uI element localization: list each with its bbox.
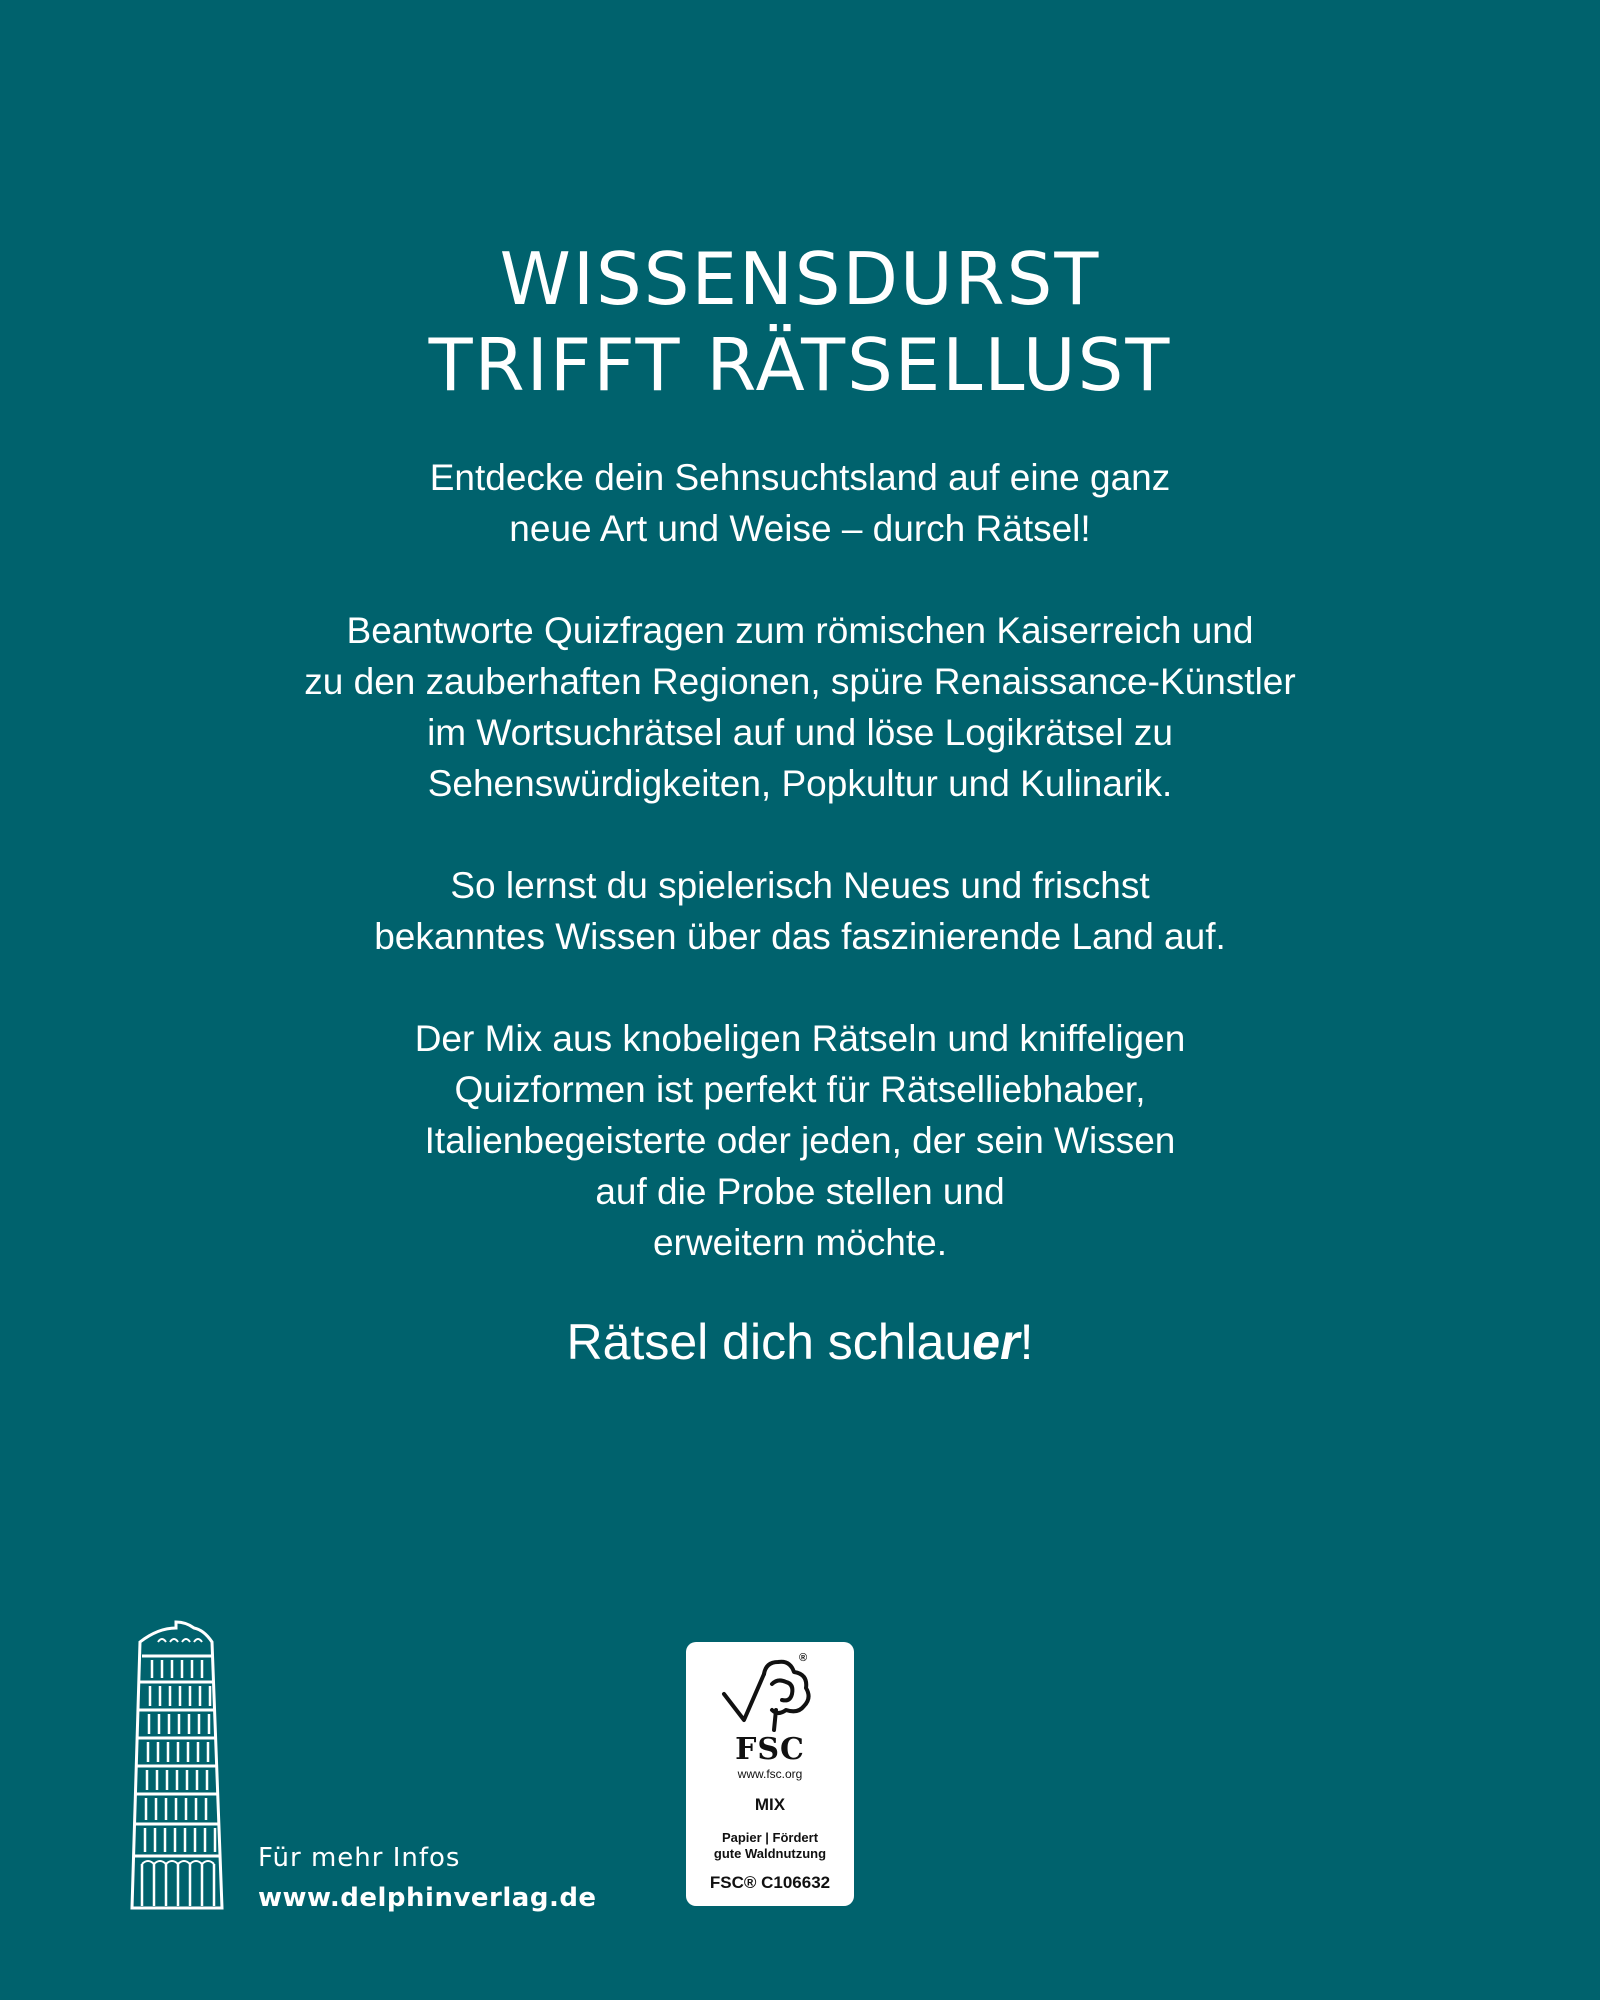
fsc-certification-label bbox=[686, 1642, 854, 1906]
blurb-line: Der Mix aus knobeligen Rätseln und kniffeligen bbox=[414, 1018, 1186, 1059]
back-cover-heading bbox=[0, 236, 1600, 408]
blurb-line: auf die Probe stellen und bbox=[595, 1171, 1005, 1212]
slogan-end: ! bbox=[1019, 1314, 1034, 1370]
slogan-emphasis: er bbox=[972, 1314, 1020, 1370]
blurb-line: bekanntes Wissen über das faszinierende Land auf. bbox=[374, 916, 1226, 957]
fsc-paper-line-1: Papier | Fördert bbox=[721, 1830, 819, 1845]
registered-mark: ® bbox=[799, 1652, 808, 1664]
blurb-text bbox=[0, 452, 1600, 1319]
slogan-main: Rätsel dich schlau bbox=[566, 1314, 973, 1370]
heading-line-1: WISSENSDURST bbox=[499, 237, 1101, 321]
blurb-line: erweitern möchte. bbox=[652, 1222, 948, 1263]
blurb-line: neue Art und Weise – durch Rätsel! bbox=[509, 508, 1091, 549]
fsc-name: FSC bbox=[735, 1732, 805, 1767]
leaning-tower-icon bbox=[118, 1620, 228, 1910]
blurb-line: So lernst du spielerisch Neues und frischst bbox=[450, 865, 1150, 906]
blurb-line: Entdecke dein Sehnsuchtsland auf eine ganz bbox=[429, 457, 1171, 498]
fsc-paper-text bbox=[686, 1830, 854, 1862]
fsc-paper-line-2: gute Waldnutzung bbox=[713, 1846, 827, 1861]
more-info bbox=[258, 1838, 597, 1918]
slogan bbox=[0, 1310, 1600, 1374]
blurb-line: Beantworte Quizfragen zum römischen Kaiserreich und bbox=[346, 610, 1254, 651]
fsc-tree-icon bbox=[686, 1654, 854, 1734]
blurb-line: im Wortsuchrätsel auf und löse Logikrätsel zu bbox=[427, 712, 1173, 753]
blurb-paragraph-2 bbox=[0, 605, 1600, 809]
heading-line-2: TRIFFT RÄTSELLUST bbox=[428, 323, 1172, 407]
blurb-paragraph-4 bbox=[0, 1013, 1600, 1268]
blurb-paragraph-1 bbox=[0, 452, 1600, 554]
more-info-label: Für mehr Infos bbox=[258, 1843, 461, 1873]
blurb-line: Quizformen ist perfekt für Rätselliebhaber, bbox=[454, 1069, 1146, 1110]
fsc-license-code: FSC® C106632 bbox=[709, 1873, 831, 1892]
blurb-line: Italienbegeisterte oder jeden, der sein Wissen bbox=[424, 1120, 1176, 1161]
blurb-paragraph-3 bbox=[0, 860, 1600, 962]
blurb-line: Sehenswürdigkeiten, Popkultur und Kulinarik. bbox=[427, 763, 1173, 804]
fsc-text-block bbox=[686, 1734, 854, 1894]
blurb-line: zu den zauberhaften Regionen, spüre Renaissance-Künstler bbox=[304, 661, 1296, 702]
fsc-mix: MIX bbox=[754, 1795, 786, 1814]
publisher-website-link[interactable]: www.delphinverlag.de bbox=[258, 1883, 597, 1913]
fsc-website: www.fsc.org bbox=[737, 1767, 803, 1781]
